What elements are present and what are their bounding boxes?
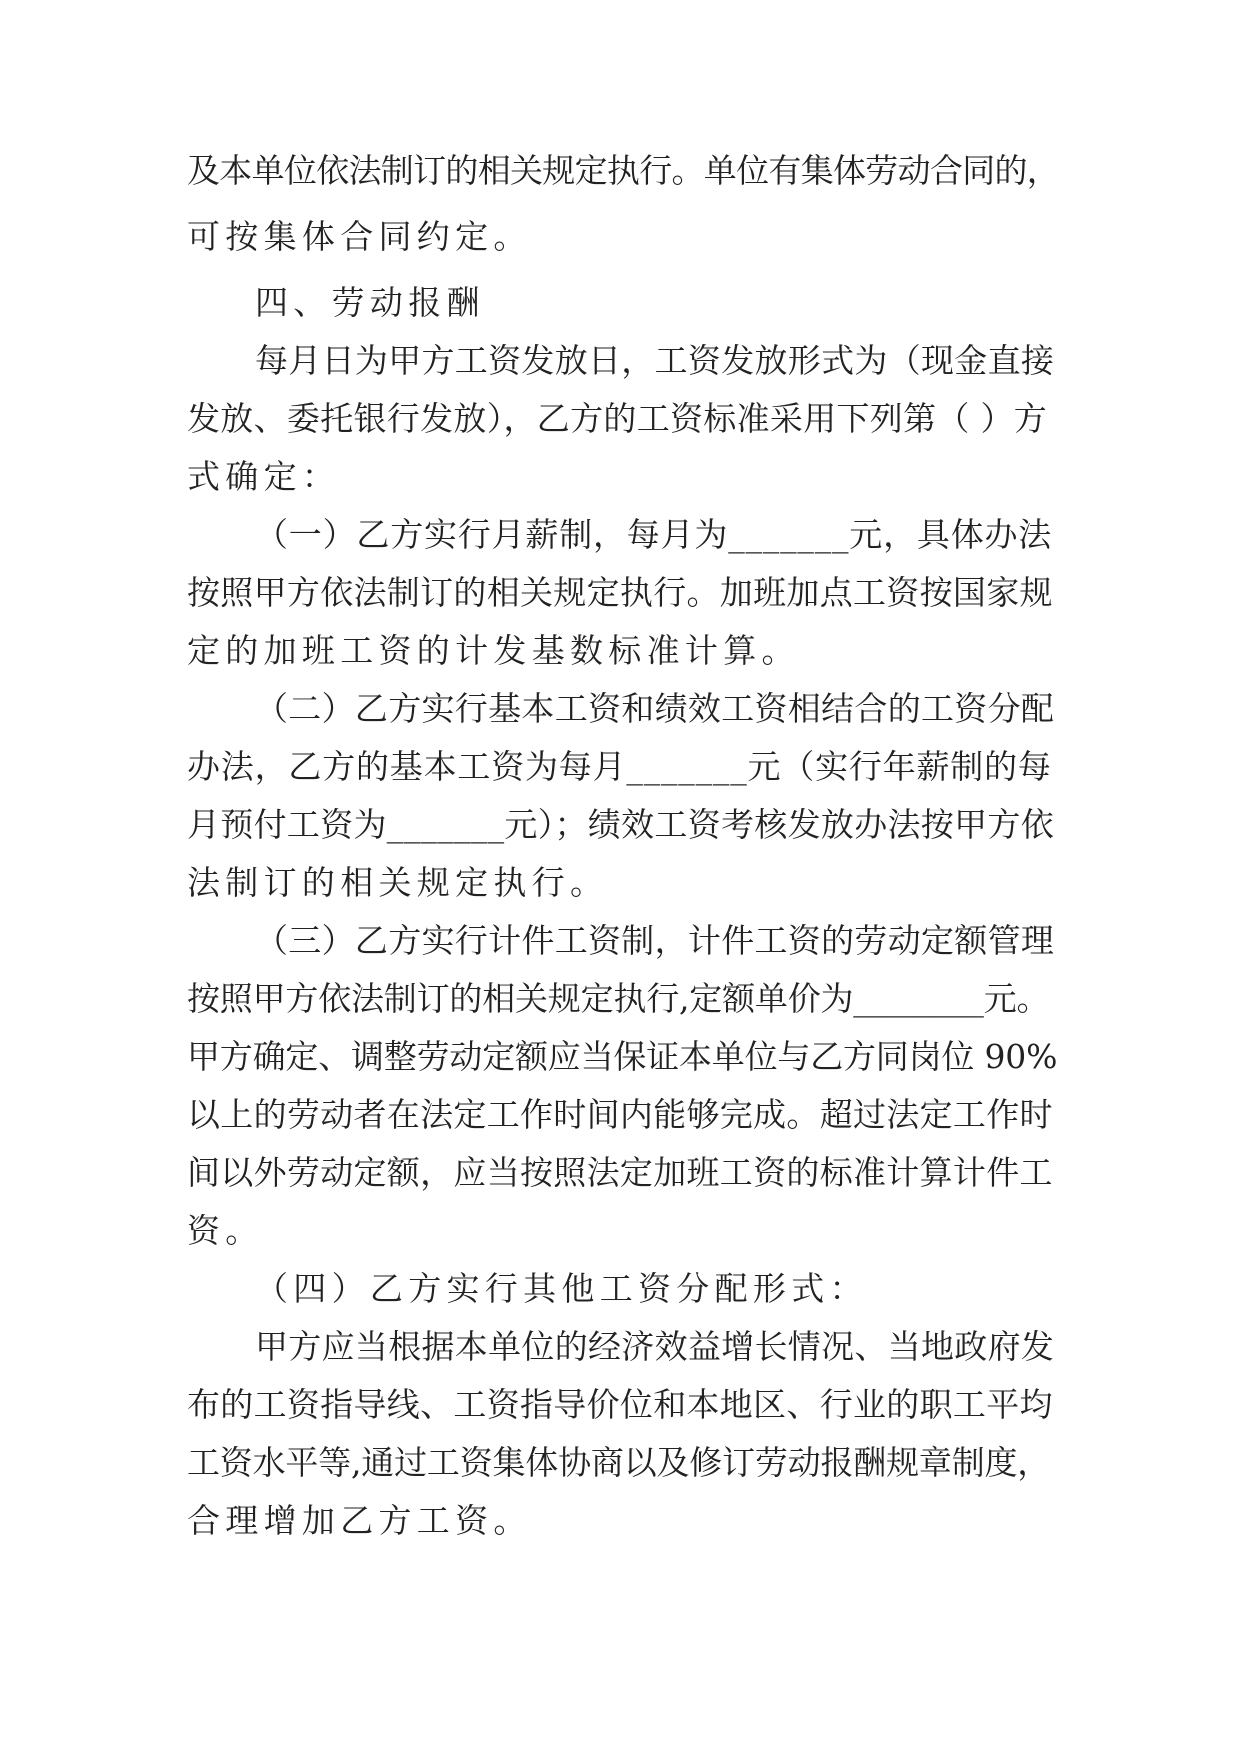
section-heading: 四、劳动报酬 xyxy=(255,283,485,322)
text-line: 定的加班工资的计发基数标准计算。 xyxy=(187,631,800,670)
text-line: 工资水平等,通过工资集体协商以及修订劳动报酬规章制度， xyxy=(187,1443,1051,1482)
text-line: （四）乙方实行其他工资分配形式： xyxy=(255,1269,868,1308)
text-line: （二）乙方实行基本工资和绩效工资相结合的工资分配 xyxy=(255,689,1055,728)
text-line: 间以外劳动定额，应当按照法定加班工资的标准计算计件工 xyxy=(187,1153,1053,1192)
text-line: 按照甲方依法制订的相关规定执行,定额单价为________元。 xyxy=(187,979,1050,1018)
text-line: 可按集体合同约定。 xyxy=(187,217,532,256)
text-line: 布的工资指导线、工资指导价位和本地区、行业的职工平均 xyxy=(187,1385,1053,1424)
text-line: 式确定： xyxy=(187,457,341,496)
text-line: 月预付工资为_______元）；绩效工资考核发放办法按甲方依 xyxy=(187,805,1054,844)
text-line: 甲方确定、调整劳动定额应当保证本单位与乙方同岗位 90% xyxy=(187,1037,1058,1076)
text-line: 资。 xyxy=(187,1211,264,1250)
text-line: 按照甲方依法制订的相关规定执行。加班加点工资按国家规 xyxy=(187,573,1053,612)
text-line: 合理增加乙方工资。 xyxy=(187,1501,532,1540)
text-line: 及本单位依法制订的相关规定执行。单位有集体劳动合同的， xyxy=(187,151,1060,190)
text-line: 办法，乙方的基本工资为每月_______元（实行年薪制的每 xyxy=(187,747,1052,786)
text-line: 以上的劳动者在法定工作时间内能够完成。超过法定工作时 xyxy=(187,1095,1053,1134)
text-line: 每月日为甲方工资发放日，工资发放形式为（现金直接 xyxy=(255,341,1055,380)
text-line: 甲方应当根据本单位的经济效益增长情况、当地政府发 xyxy=(255,1327,1055,1366)
text-line: （一）乙方实行月薪制，每月为_______元，具体办法 xyxy=(255,515,1053,554)
text-line: 法制订的相关规定执行。 xyxy=(187,863,609,902)
text-line: （三）乙方实行计件工资制，计件工资的劳动定额管理 xyxy=(255,921,1055,960)
text-line: 发放、委托银行发放），乙方的工资标准采用下列第（ ）方 xyxy=(187,399,1048,438)
